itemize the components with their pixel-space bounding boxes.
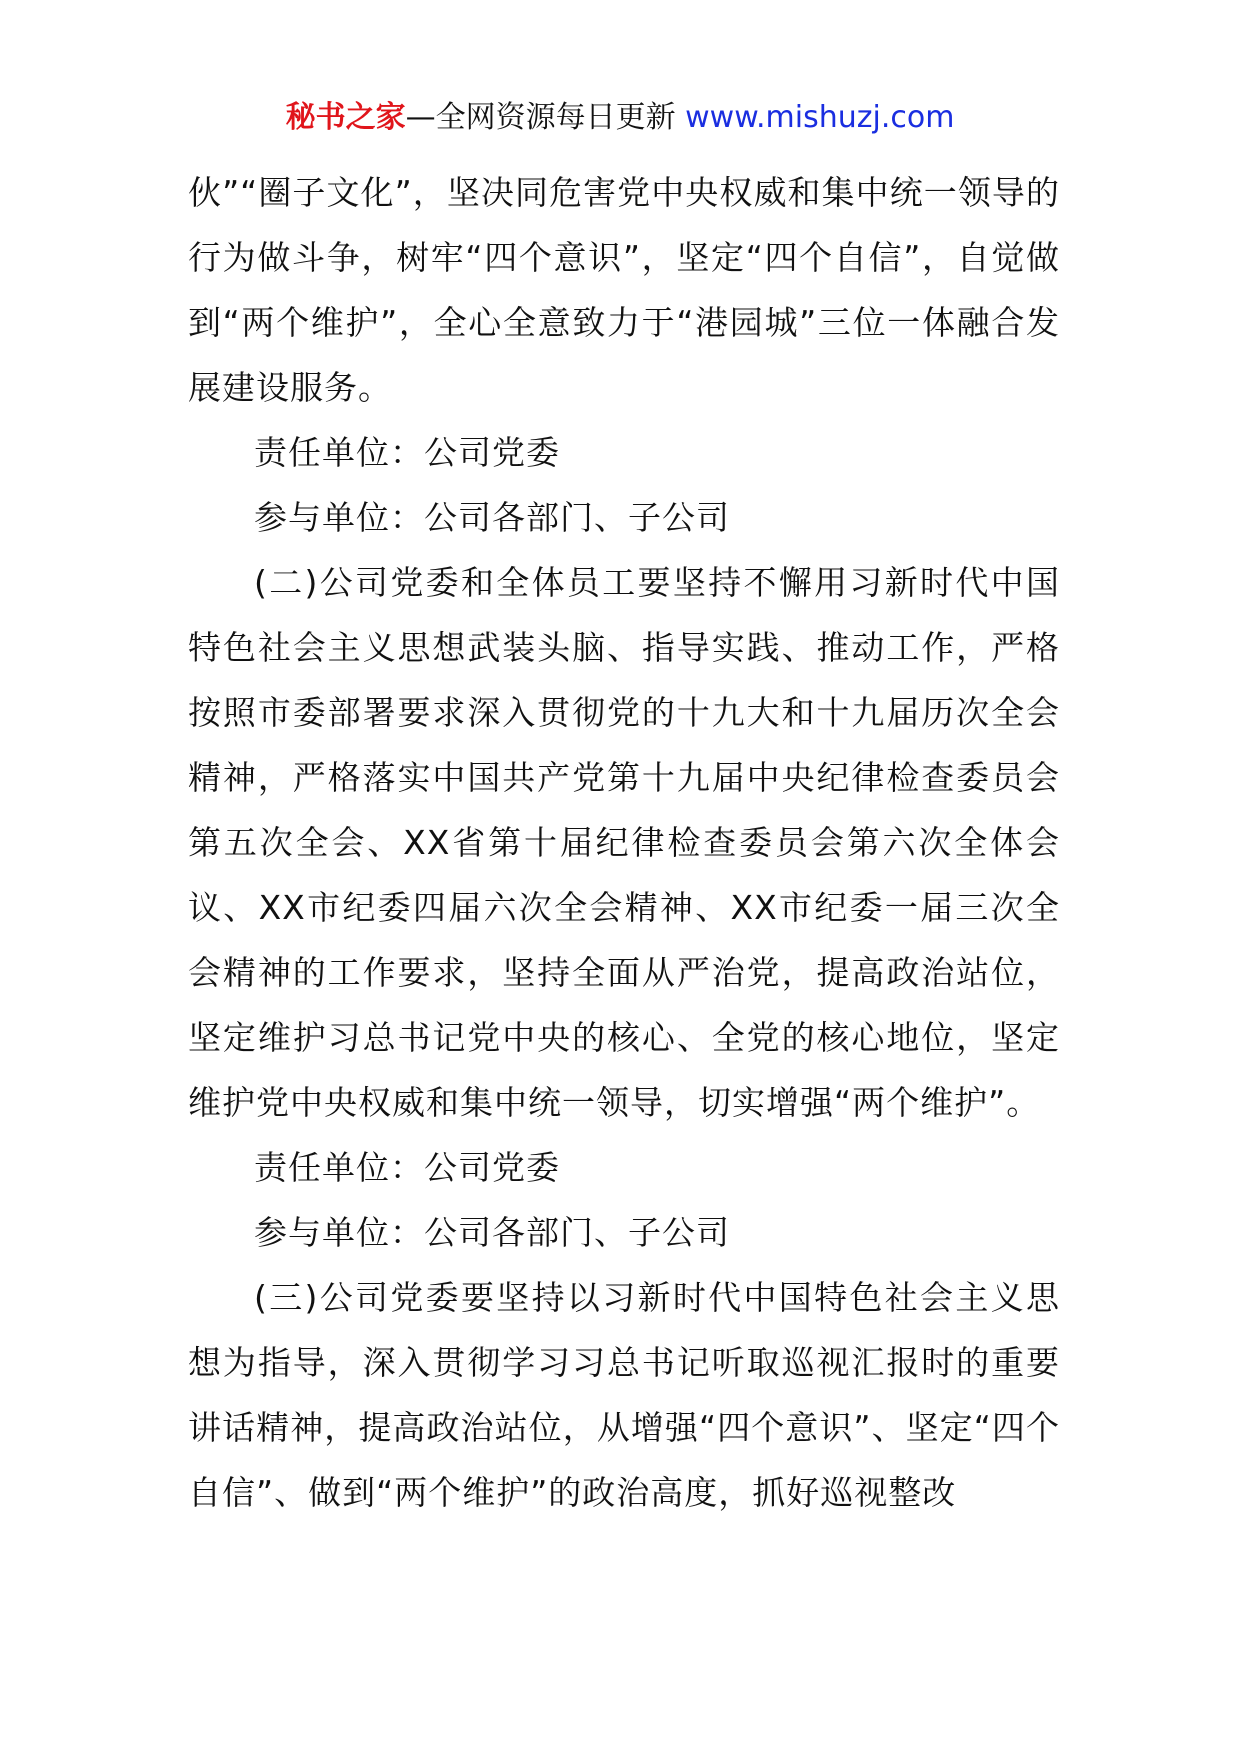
responsible-unit: 责任单位：公司党委 [254,433,560,472]
responsible-unit: 责任单位：公司党委 [254,1148,560,1187]
paragraph: 伙”“圈子文化”，坚决同危害党中央权威和集中统一领导的行为做斗争，树牢“四个意识”，坚定“四个自信”，自觉做到“两个维护”，全心全意致力于“港园城”三位一体融合发展建设服务。 [188,173,1060,407]
site-tagline: —全网资源每日更新 [405,100,676,135]
site-brand: 秘书之家 [285,100,406,135]
paragraph: (二)公司党委和全体员工要坚持不懈用习新时代中国特色社会主义思想武装头脑、指导实践、推动工作，严格按照市委部署要求深入贯彻党的十九大和十九届历次全会精神，严格落实中国共产党第十九届中央纪律检查委员会第五次全会、XX省第十届纪律检查委员会第六次全体会议、XX市纪委四届六次全会精神、XX市纪委一届三次全会精神的工作要求，坚持全面从严治党，提高政治站位，坚定维护习总书记党中央的核心、全党的核心地位，坚定维护党中央权威和集中统一领导，切实增强“两个维护”。 [188,563,1060,1122]
page-header [0,98,1240,138]
participating-unit: 参与单位：公司各部门、子公司 [254,498,730,537]
paragraph: (三)公司党委要坚持以习新时代中国特色社会主义思想为指导，深入贯彻学习习总书记听取巡视汇报时的重要讲话精神，提高政治站位，从增强“四个意识”、坚定“四个自信”、做到“两个维护”的政治高度，抓好巡视整改 [188,1278,1060,1512]
participating-unit: 参与单位：公司各部门、子公司 [254,1213,730,1252]
document-body [188,160,1060,1525]
site-url[interactable]: www.mishuzj.com [685,100,955,135]
